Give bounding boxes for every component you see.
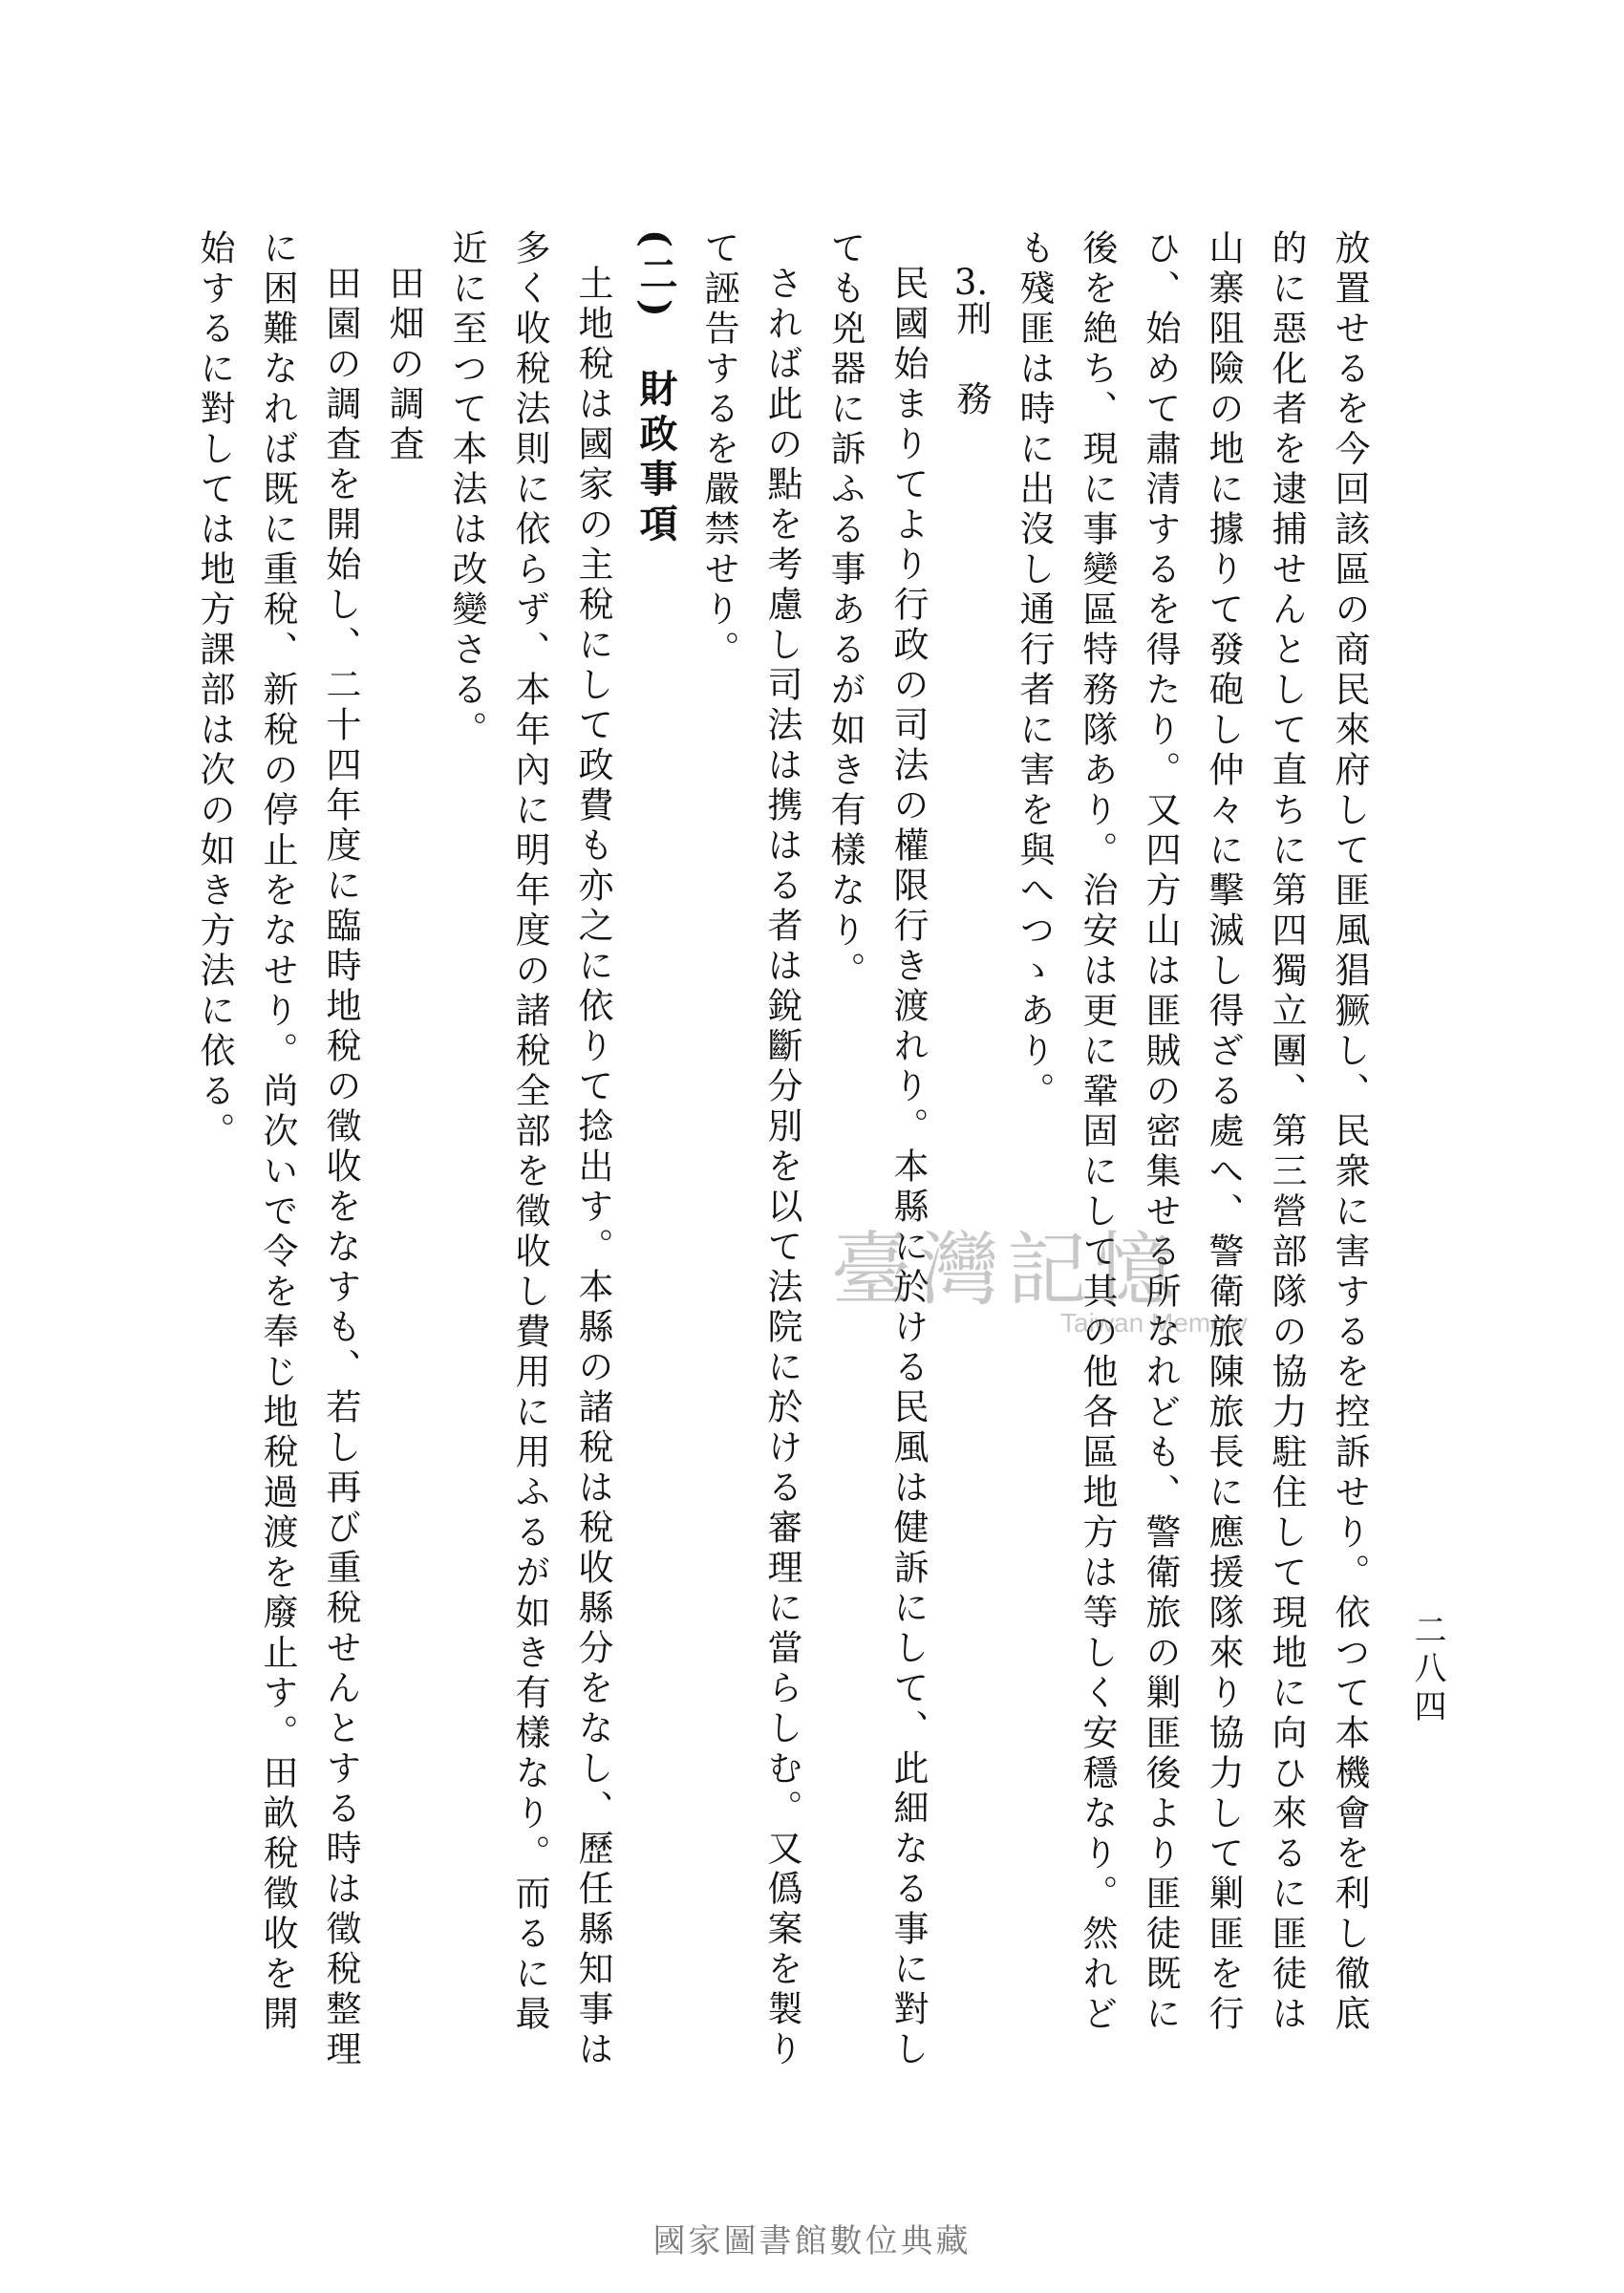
paragraph-judicial-review: されば此の點を考慮し司法は携はる者は銳斷分別を以て法院に於ける審理に當らしむ。又僞案を製りて誣告するを嚴禁せり。 — [698, 229, 802, 2070]
paragraph-land-tax: 土地稅は國家の主稅にして政費も亦之に依りて捻出す。本縣の諸稅は稅收縣分をなし、歷任縣知事は多く收稅法則に依らず、本年內に明年度の諸稅全部を徵收し費用に用ふるが如き有樣なり。而るに最近に至つて本法は改變さる。 — [446, 229, 613, 2070]
footer-caption: 國家圖書館數位典藏 — [652, 2222, 972, 2261]
subsection-title: 刑 務 — [951, 300, 992, 420]
watermark-latin: Taiwan Memory — [1060, 1308, 1249, 1338]
subsection-heading-penal — [939, 229, 1002, 2073]
page-number: 二八四 — [1408, 1613, 1446, 1727]
paragraph-judicial-authority: 民國始まりてより行政の司法の權限行き渡れり。本縣に於ける民風は健訴にして、此細なる事に對しても兇器に訴ふる事あるが如き有樣なり。 — [824, 229, 929, 2070]
watermark-chars: 臺灣記憶 — [831, 1223, 1184, 1317]
paragraph-field-survey: 田園の調査を開始し、二十四年度に臨時地稅の徵收をなすも、若し再び重稅せんとする時は徵稅整理に困難なれば既に重稅、新稅の停止をなせり。尚次いで令を奉じ地稅過渡を廢止す。田畝稅徵收を開始するに對しては地方課部は次の如き方法に依る。 — [194, 229, 361, 2070]
body-text — [167, 229, 1380, 2073]
subsection-number: 3. — [953, 265, 989, 300]
section-heading-finance: (二) 財政事項 — [633, 229, 678, 548]
subsection-heading-field-survey: 田畑の調査 — [383, 265, 424, 465]
paragraph-bandit-suppression: 放置せるを今回該區の商民來府して匪風猖獗し、民衆に害するを控訴せり。依つて本機會を利し徹底的に惡化者を逮捕せんとして直ちに第四獨立團、第三營部隊の協力駐住して現地に向ひ來るに匪徒は山寨阻險の地に據りて發砲し仲々に擊滅し得ざる處へ、警衛旅陳旅長に應援隊來り協力して剿匪を行ひ、始めて肅清するを得たり。又四方山は匪賊の密集せる所なれども、警衛旅の剿匪後より匪徒既に後を絶ち、現に事變區特務隊あり。治安は更に鞏固にして其の他各區地方は等しく安穩なり。然れども殘匪は時に出沒し通行者に害を與へつゝあり。 — [1014, 229, 1370, 2035]
